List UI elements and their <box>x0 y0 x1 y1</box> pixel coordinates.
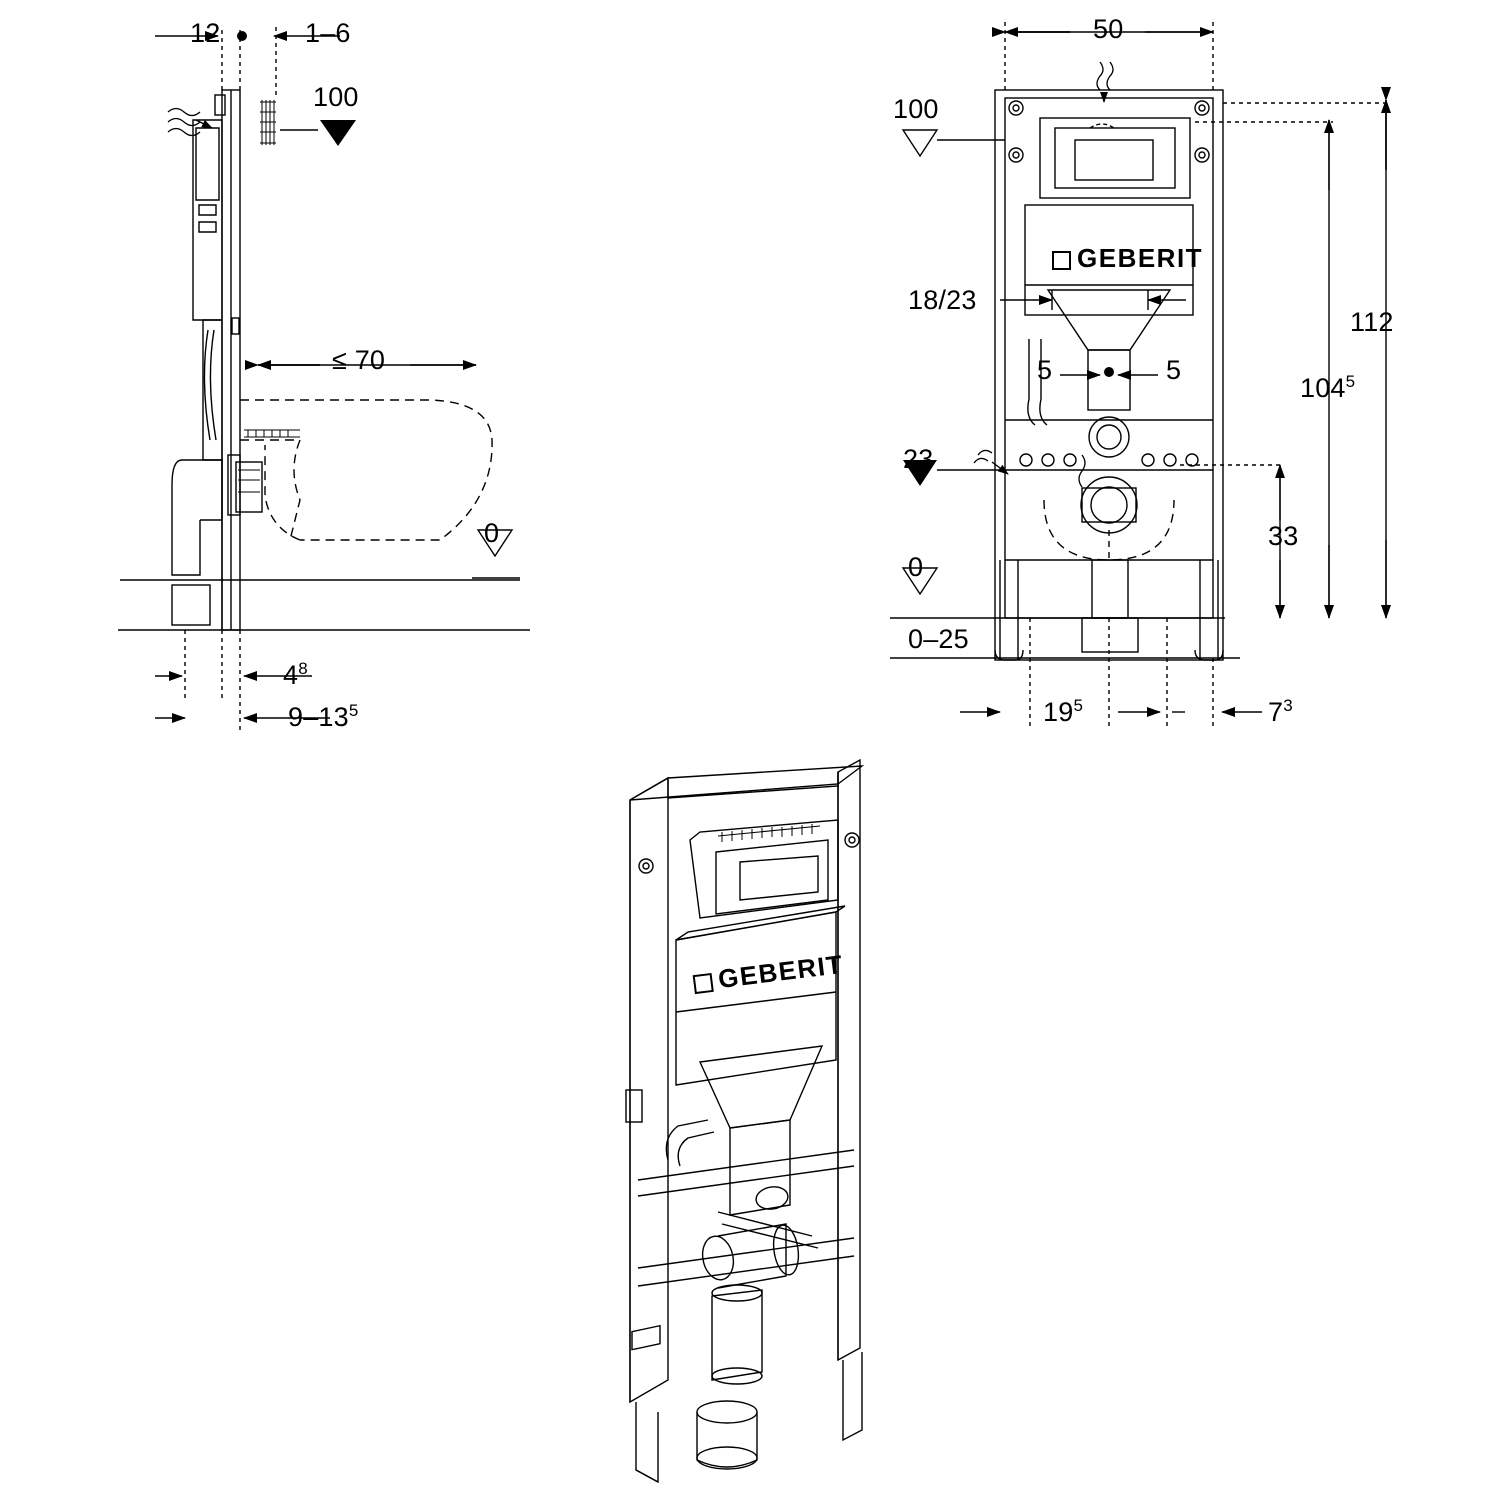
dim-front-0: 0 <box>908 552 924 582</box>
geberit-wordmark-iso: GEBERIT <box>716 948 846 995</box>
dim-front-104-5 <box>1300 372 1355 404</box>
dim-side-9-13-value: 9–13 <box>288 702 349 732</box>
dim-front-104-sup: 5 <box>1345 372 1356 391</box>
dim-side-9-13-5 <box>288 701 359 733</box>
dim-side-12: 12 <box>190 18 221 48</box>
dim-front-23: 23 <box>903 444 934 474</box>
dim-front-18-23: 18/23 <box>908 285 977 315</box>
dim-side-9-13-sup: 5 <box>348 701 359 720</box>
dim-front-0-25: 0–25 <box>908 624 969 654</box>
dim-side-4-8 <box>283 659 308 691</box>
dim-front-19-5 <box>1043 696 1083 728</box>
dim-front-50: 50 <box>1093 14 1124 44</box>
dim-side-100: 100 <box>313 82 359 112</box>
geberit-square-icon-iso <box>693 973 714 994</box>
dim-side-le70: ≤ 70 <box>332 345 386 375</box>
geberit-square-icon <box>1052 251 1071 270</box>
dim-side-1-6: 1–6 <box>305 18 351 48</box>
dim-front-5-left: 5 <box>1037 355 1053 385</box>
dim-front-5-right: 5 <box>1166 355 1182 385</box>
dim-front-7-3 <box>1268 696 1293 728</box>
dim-front-104-value: 104 <box>1300 373 1346 403</box>
dim-side-4-8-value: 4 <box>283 660 299 690</box>
dim-front-100: 100 <box>893 94 939 124</box>
geberit-wordmark-front: GEBERIT <box>1077 243 1204 273</box>
dim-front-19-sup: 5 <box>1073 696 1084 715</box>
dim-front-7-value: 7 <box>1268 697 1284 727</box>
dim-side-0: 0 <box>484 518 500 548</box>
dim-front-112: 112 <box>1350 307 1394 337</box>
dim-front-19-value: 19 <box>1043 697 1074 727</box>
dim-front-7-sup: 3 <box>1283 696 1293 715</box>
geberit-logo-front-view <box>1052 243 1203 274</box>
dim-side-4-8-sup: 8 <box>298 659 308 678</box>
dim-front-33: 33 <box>1268 521 1299 551</box>
